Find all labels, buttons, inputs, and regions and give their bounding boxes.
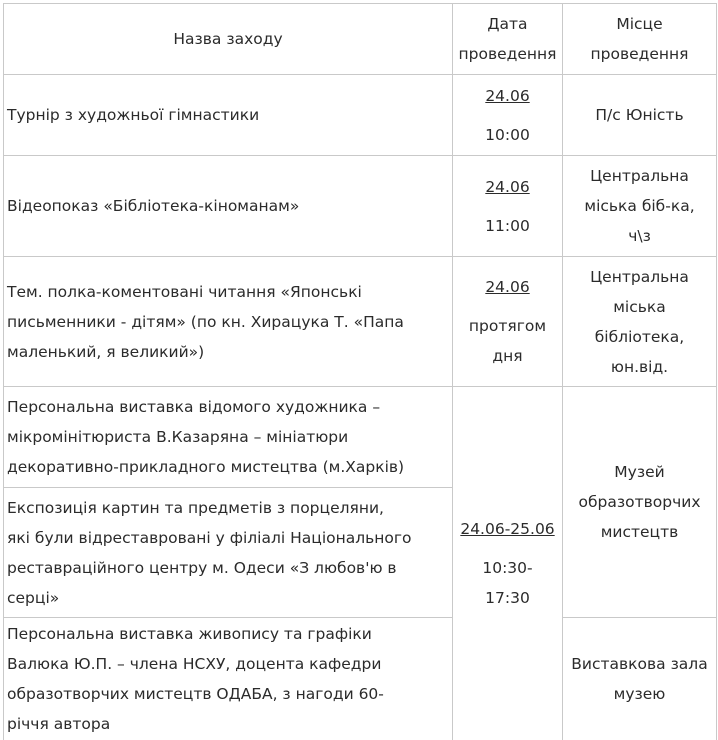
event-name: Експозиція картин та предметів з порцеляни, які були відреставровані у філіалі Національного реставраційного центру м. Одеси «З любов'ю в серці» <box>4 488 453 618</box>
event-name: Тем. полка-коментовані читання «Японські письменники - дітям» (по кн. Хирацука Т. «Папа маленький, я великий») <box>4 257 453 387</box>
date-link[interactable]: 24.06 <box>485 86 530 105</box>
event-name: Відеопоказ «Бібліотека-кіноманам» <box>4 156 453 257</box>
event-place: Виставкова зала музею <box>563 618 717 740</box>
event-date: 24.06 11:00 <box>453 156 563 257</box>
header-date: Дата проведення <box>453 4 563 75</box>
table-row <box>4 618 717 740</box>
event-place: П/с Юність <box>563 75 717 156</box>
date-link[interactable]: 24.06-25.06 <box>460 519 555 538</box>
date-link[interactable]: 24.06 <box>485 278 530 296</box>
event-date: 24.06 протягом дня <box>453 257 563 387</box>
event-place: Центральна міська біб-ка, ч\з <box>563 156 717 257</box>
events-table <box>3 3 717 740</box>
header-name: Назва заходу <box>4 4 453 75</box>
table-row <box>4 75 717 156</box>
event-date: 24.06 10:00 <box>453 75 563 156</box>
table-row <box>4 156 717 257</box>
event-name: Турнір з художньої гімнастики <box>4 75 453 156</box>
event-name: Персональна виставка живопису та графіки Валюка Ю.П. – члена НСХУ, доцента кафедри образотворчих мистецтв ОДАБА, з нагоди 60- річчя автора <box>4 618 453 740</box>
header-row <box>4 4 717 75</box>
event-place: Музей образотворчих мистецтв <box>563 387 717 618</box>
event-date: 24.06-25.06 10:30- 17:30 <box>453 387 563 740</box>
date-link[interactable]: 24.06 <box>485 177 530 196</box>
event-place: Центральна міська бібліотека, юн.від. <box>563 257 717 387</box>
table-row <box>4 387 717 488</box>
header-place: Місце проведення <box>563 4 717 75</box>
event-name: Персональна виставка відомого художника – мікромінітюриста В.Казаряна – мініатюри декоративно-прикладного мистецтва (м.Харків) <box>4 387 453 488</box>
table-row <box>4 257 717 387</box>
